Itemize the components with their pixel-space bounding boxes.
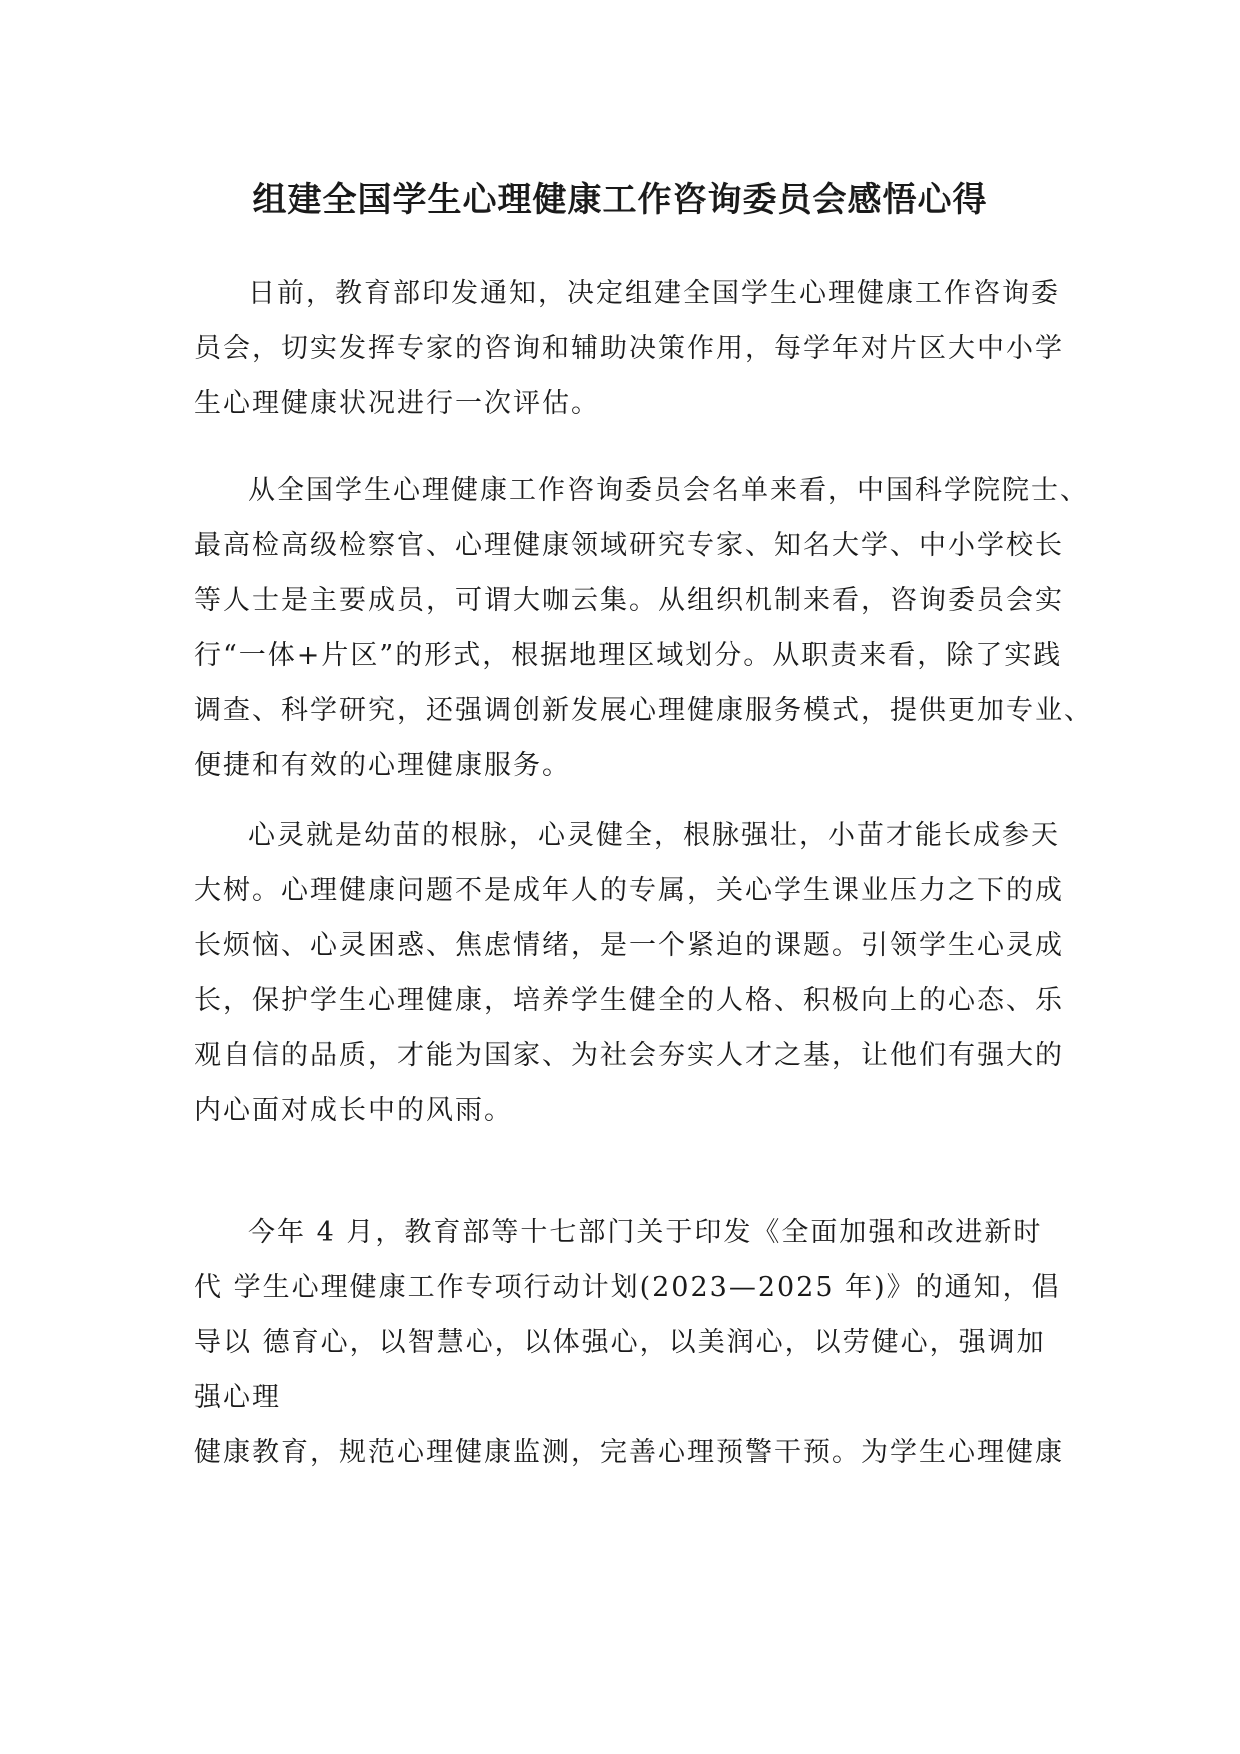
paragraph-line: 日前，教育部印发通知，决定组建全国学生心理健康工作咨询委 xyxy=(248,278,1060,309)
paragraph-line: 观自信的品质，才能为国家、为社会夯实人才之基，让他们有强大的 xyxy=(194,1040,1064,1071)
paragraph-line: 长，保护学生心理健康，培养学生健全的人格、积极向上的心态、乐 xyxy=(194,985,1064,1016)
paragraph-line: 健康教育，规范心理健康监测，完善心理预警干预。为学生心理健康 xyxy=(194,1437,1064,1468)
paragraph-line: 员会，切实发挥专家的咨询和辅助决策作用，每学年对片区大中小学 xyxy=(194,333,1064,364)
paragraph-line: 最高检高级检察官、心理健康领域研究专家、知名大学、中小学校长 xyxy=(194,530,1064,561)
paragraph-line: 导以 德育心，以智慧心，以体强心，以美润心，以劳健心，强调加 xyxy=(194,1327,1046,1358)
paragraph-line: 调查、科学研究，还强调创新发展心理健康服务模式，提供更加专业、 xyxy=(194,695,1093,726)
paragraph-line: 内心面对成长中的风雨。 xyxy=(194,1095,513,1126)
paragraph-line: 便捷和有效的心理健康服务。 xyxy=(194,750,571,781)
paragraph-line: 今年 4 月，教育部等十七部门关于印发《全面加强和改进新时 xyxy=(248,1217,1043,1248)
paragraph-2 xyxy=(194,463,1093,793)
paragraph-line: 从全国学生心理健康工作咨询委员会名单来看，中国科学院院士、 xyxy=(248,475,1089,506)
paragraph-4 xyxy=(194,1205,1064,1480)
paragraph-3 xyxy=(194,808,1064,1138)
paragraph-line: 长烦恼、心灵困惑、焦虑情绪，是一个紧迫的课题。引领学生心灵成 xyxy=(194,930,1064,961)
paragraph-1 xyxy=(194,266,1064,431)
document-title: 组建全国学生心理健康工作咨询委员会感悟心得 xyxy=(252,180,988,220)
paragraph-line: 生心理健康状况进行一次评估。 xyxy=(194,388,600,419)
paragraph-line: 代 学生心理健康工作专项行动计划(2023—2025 年)》的通知，倡 xyxy=(194,1272,1061,1303)
paragraph-line: 等人士是主要成员，可谓大咖云集。从组织机制来看，咨询委员会实 xyxy=(194,585,1064,616)
paragraph-line: 强心理 xyxy=(194,1382,281,1413)
paragraph-line: 心灵就是幼苗的根脉，心灵健全，根脉强壮，小苗才能长成参天 xyxy=(248,820,1060,851)
paragraph-line: 行“一体+片区”的形式，根据地理区域划分。从职责来看，除了实践 xyxy=(194,640,1063,671)
paragraph-line: 大树。心理健康问题不是成年人的专属，关心学生课业压力之下的成 xyxy=(194,875,1064,906)
